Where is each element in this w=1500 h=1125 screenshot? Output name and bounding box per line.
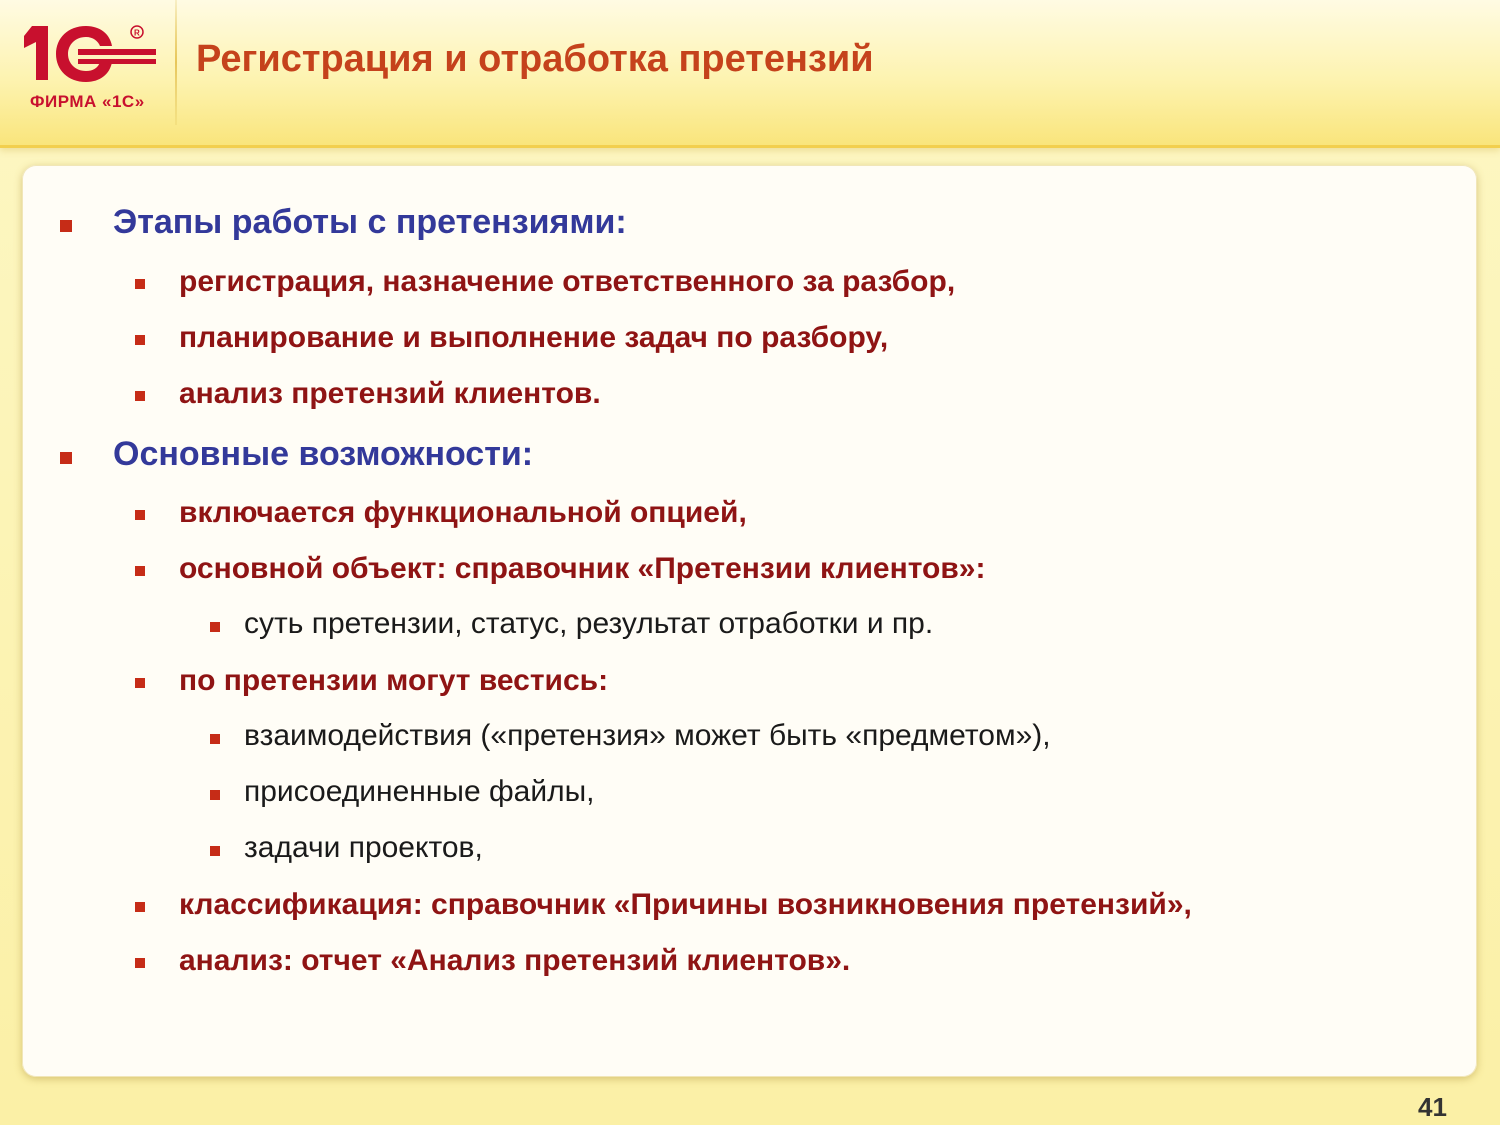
slide-title: Регистрация и отработка претензий — [196, 38, 874, 80]
bullet-text: планирование и выполнение задач по разбору, — [179, 321, 889, 354]
bullet-text: основной объект: справочник «Претензии клиентов»: — [179, 552, 986, 585]
bullet-text: суть претензии, статус, результат отработки и пр. — [244, 607, 934, 640]
bullet-text: присоединенные файлы, — [244, 775, 595, 808]
square-bullet-icon — [135, 678, 145, 688]
square-bullet-icon — [135, 902, 145, 912]
square-bullet-icon — [135, 335, 145, 345]
square-bullet-icon — [210, 734, 220, 744]
square-bullet-icon — [60, 452, 72, 464]
header-band — [0, 0, 1500, 148]
square-bullet-icon — [60, 220, 72, 232]
page-number: 41 — [1418, 1092, 1447, 1122]
bullet-text: регистрация, назначение ответственного за разбор, — [179, 265, 956, 298]
bullet-text: Основные возможности: — [113, 435, 534, 473]
bullet-text: анализ претензий клиентов. — [179, 377, 601, 410]
bullet-text: анализ: отчет «Анализ претензий клиентов». — [179, 944, 851, 977]
svg-text:R: R — [134, 28, 140, 38]
content-panel — [22, 165, 1477, 1077]
square-bullet-icon — [210, 622, 220, 632]
bullet-text: классификация: справочник «Причины возникновения претензий», — [179, 888, 1192, 921]
logo-1c-icon — [14, 20, 164, 90]
logo-caption: ФИРМА «1С» — [30, 92, 145, 111]
bullet-text: взаимодействия («претензия» может быть «предметом»), — [244, 719, 1051, 752]
bullet-text: задачи проектов, — [244, 831, 483, 864]
square-bullet-icon — [135, 566, 145, 576]
bullet-text: Этапы работы с претензиями: — [113, 203, 627, 241]
square-bullet-icon — [210, 846, 220, 856]
square-bullet-icon — [135, 279, 145, 289]
square-bullet-icon — [135, 391, 145, 401]
square-bullet-icon — [210, 790, 220, 800]
logo-divider — [175, 0, 177, 125]
square-bullet-icon — [135, 958, 145, 968]
square-bullet-icon — [135, 510, 145, 520]
bullet-text: по претензии могут вестись: — [179, 664, 609, 697]
bullet-text: включается функциональной опцией, — [179, 496, 747, 529]
